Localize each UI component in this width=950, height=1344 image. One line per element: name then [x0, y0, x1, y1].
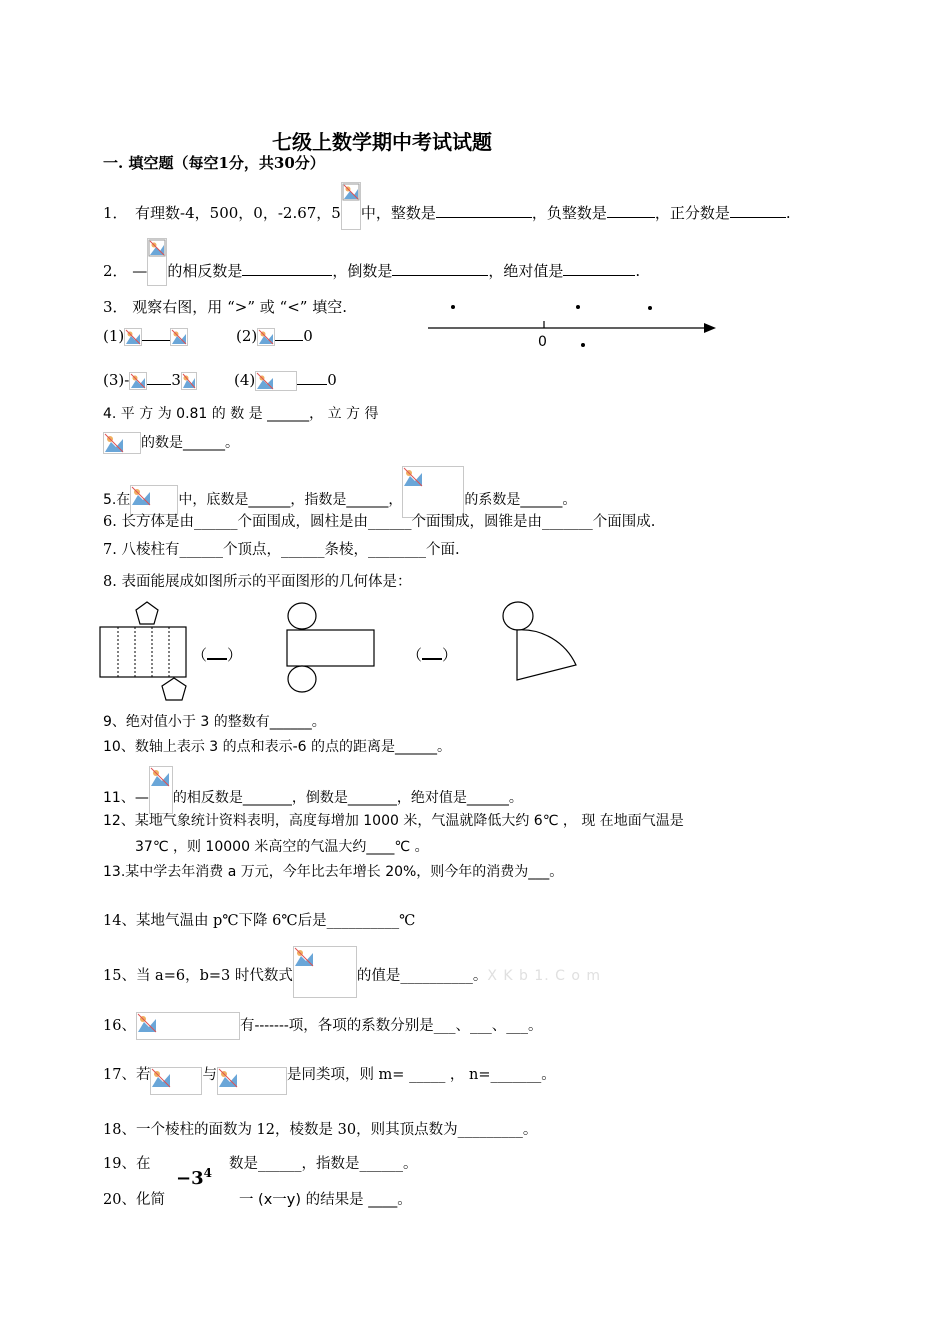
- question-19: 19、在: [103, 1156, 151, 1172]
- answer-blank[interactable]: [392, 261, 488, 276]
- formula-image-icon: [217, 1067, 287, 1095]
- question-5: 5.在 中，底数是______，指数是______， 的系数是______。: [103, 474, 576, 526]
- formula-image-icon: [129, 372, 147, 390]
- question-16: 16、 有-------项，各项的系数分别是___、___、___。: [103, 1012, 543, 1040]
- section-heading: 一. 填空题（每空1分，共30分）: [103, 154, 325, 172]
- question-20: 20、化简 一 (x一y) 的结果是 ____。: [103, 1192, 412, 1208]
- question-1: 1． 有理数-4，500，0，-2.67，5 中，整数是 ，负整数是 ，正分数是 .: [103, 190, 791, 238]
- page-title: 七级上数学期中考试试题: [272, 130, 492, 154]
- question-4-cont: 的数是______。: [103, 432, 239, 454]
- answer-blank[interactable]: [297, 370, 327, 385]
- question-19-cont: 数是______，指数是______。: [229, 1156, 418, 1172]
- question-7: 7. 八棱柱有______个顶点，______条棱，________个面.: [103, 542, 460, 558]
- formula-image-icon: [293, 946, 357, 998]
- answer-paren-2: （ ）: [407, 646, 458, 664]
- question-12-cont: 37℃ ，则 10000 米高空的气温大约____℃ 。: [135, 839, 429, 855]
- answer-blank[interactable]: [242, 261, 332, 276]
- number-line: [420, 295, 720, 355]
- formula-image-icon: [170, 328, 188, 346]
- answer-blank[interactable]: [730, 203, 786, 218]
- net-pentagonal-prism: [98, 600, 198, 704]
- question-11: 11、— 的相反数是_______，倒数是_______，绝对值是______。: [103, 774, 523, 822]
- question-2: 2． — 的相反数是 ，倒数是 ，绝对值是 .: [103, 248, 640, 296]
- answer-blank[interactable]: [147, 370, 171, 385]
- point-c: [648, 306, 652, 310]
- question-6: 6. 长方体是由______个面围成，圆柱是由______个面围成，圆锥是由_______个面围成.: [103, 514, 656, 530]
- question-9: 9、绝对值小于 3 的整数有______。: [103, 714, 326, 730]
- answer-blank[interactable]: [275, 326, 303, 341]
- answer-blank[interactable]: [436, 203, 532, 218]
- question-12: 12、某地气象统计资料表明，高度每增加 1000 米，气温就降低大约 6℃ ， 现 在地面气温是: [103, 813, 684, 829]
- question-3-part-1: (1): [103, 326, 188, 346]
- formula-image-icon: [255, 371, 297, 391]
- question-4: 4. 平 方 为 0.81 的 数 是 ______， 立 方 得: [103, 406, 379, 422]
- formula-image-icon: [341, 182, 361, 230]
- question-10: 10、数轴上表示 3 的点和表示-6 的点的距离是______。: [103, 739, 452, 755]
- answer-blank[interactable]: [207, 644, 227, 660]
- question-8: 8. 表面能展成如图所示的平面图形的几何体是：: [103, 574, 412, 590]
- question-15: 15、当 a=6，b=3 时代数式 的值是__________。X K b 1. C o m: [103, 950, 601, 1002]
- formula-image-icon: [147, 238, 167, 286]
- question-17: 17、若 与 是同类项，则 m= _____ ， n=_______。: [103, 1061, 556, 1089]
- point-a: [451, 305, 455, 309]
- formula-image-icon: [150, 1067, 202, 1095]
- question-3-part-2: (2) 0: [236, 327, 313, 345]
- answer-blank[interactable]: [422, 644, 442, 660]
- answer-paren-1: （ ）: [192, 646, 243, 664]
- answer-blank[interactable]: [607, 203, 655, 218]
- watermark: X K b 1. C o m: [487, 968, 602, 984]
- formula-image-icon: [181, 372, 197, 390]
- formula-image-icon: [257, 328, 275, 346]
- answer-blank[interactable]: [142, 326, 170, 341]
- formula-image-icon: [149, 766, 173, 814]
- formula-image-icon: [103, 432, 141, 454]
- net-cone: [498, 600, 582, 684]
- answer-blank[interactable]: [563, 261, 635, 276]
- point-d: [581, 343, 585, 347]
- question-3-part-3: (3)- 3: [103, 370, 197, 390]
- question-13: 13.某中学去年消费 a 万元，今年比去年增长 20%，则今年的消费为___。: [103, 864, 564, 880]
- question-3-part-4: (4) 0: [234, 371, 337, 389]
- formula-image-icon: [136, 1012, 240, 1040]
- origin-label: 0: [538, 334, 547, 350]
- question-18: 18、一个棱柱的面数为 12，棱数是 30，则其顶点数为_________。: [103, 1122, 538, 1138]
- question-3: 3． 观察右图，用 “>” 或 “<” 填空.: [103, 298, 347, 316]
- point-b: [576, 305, 580, 309]
- power-expression: $-3^4$: [176, 1166, 212, 1189]
- formula-image-icon: [124, 328, 142, 346]
- net-cylinder: [283, 602, 377, 694]
- question-14: 14、某地气温由 p℃下降 6℃后是__________℃: [103, 913, 416, 929]
